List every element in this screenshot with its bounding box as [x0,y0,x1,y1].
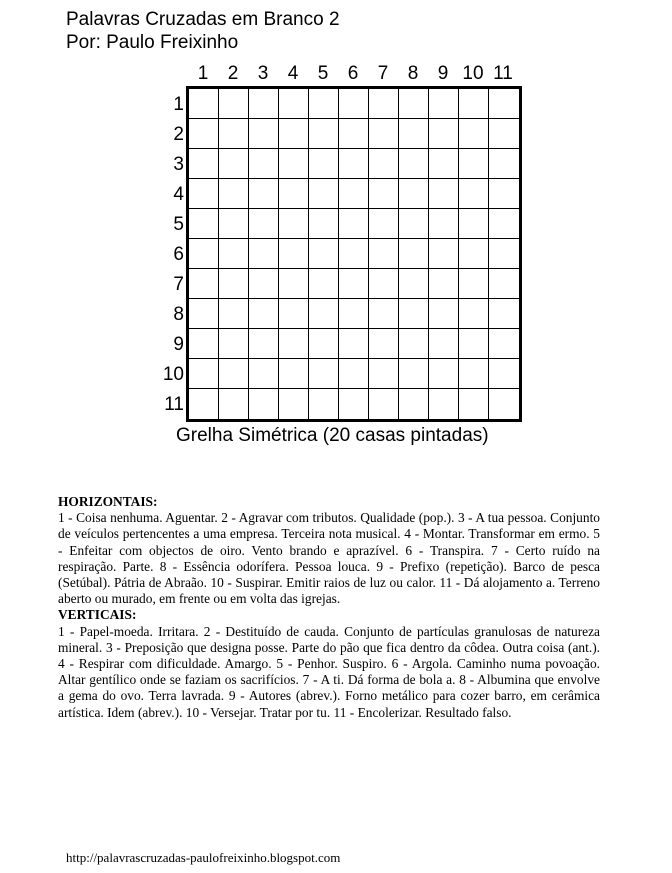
grid-cell[interactable] [189,209,219,239]
grid-cell[interactable] [459,179,489,209]
grid-cell[interactable] [399,179,429,209]
column-label: 3 [257,63,269,84]
grid-cell[interactable] [399,329,429,359]
grid-cell[interactable] [189,89,219,119]
row-label: 1 [173,94,184,115]
grid-cell[interactable] [489,89,519,119]
grid-cell[interactable] [369,329,399,359]
grid-cell[interactable] [339,149,369,179]
grid-cell[interactable] [279,299,309,329]
grid-cell[interactable] [219,119,249,149]
grid-cell[interactable] [339,89,369,119]
grid-cell[interactable] [339,269,369,299]
row-label: 8 [173,304,184,325]
grid-cell[interactable] [459,359,489,389]
grid-cell[interactable] [309,389,339,419]
row-label: 7 [173,274,184,295]
grid-cell[interactable] [309,179,339,209]
grid-cell[interactable] [369,389,399,419]
grid-cell[interactable] [489,209,519,239]
grid-cell[interactable] [369,359,399,389]
grid-cell[interactable] [249,119,279,149]
grid-cell[interactable] [489,299,519,329]
grid-cell[interactable] [399,299,429,329]
grid-cell[interactable] [249,209,279,239]
vertical-heading: VERTICAIS: [58,607,137,623]
grid-cell[interactable] [399,89,429,119]
grid-cell[interactable] [399,209,429,239]
grid-cell[interactable] [429,299,459,329]
grid-cell[interactable] [369,179,399,209]
grid-cell[interactable] [189,149,219,179]
grid-cell[interactable] [189,299,219,329]
grid-cell[interactable] [399,389,429,419]
grid-cell[interactable] [279,89,309,119]
grid-cell[interactable] [339,179,369,209]
grid-cell[interactable] [189,329,219,359]
row-label: 6 [173,244,184,265]
grid-cell[interactable] [459,149,489,179]
grid-cell[interactable] [249,359,279,389]
column-label: 9 [437,63,449,84]
grid-cell[interactable] [219,149,249,179]
grid-cell[interactable] [309,209,339,239]
grid-cell[interactable] [459,269,489,299]
grid-cell[interactable] [429,239,459,269]
grid-cell[interactable] [249,299,279,329]
row-label: 10 [162,364,184,385]
grid-cell[interactable] [309,329,339,359]
grid-cell[interactable] [279,119,309,149]
row-label: 2 [173,124,184,145]
grid-cell[interactable] [279,329,309,359]
grid-cell[interactable] [219,359,249,389]
grid-cell[interactable] [309,239,339,269]
grid-cell[interactable] [399,119,429,149]
grid-cell[interactable] [249,269,279,299]
grid-cell[interactable] [399,239,429,269]
page-header [66,8,340,54]
row-label: 4 [173,184,184,205]
grid-cell[interactable] [249,239,279,269]
grid-cell[interactable] [369,209,399,239]
grid-cell[interactable] [369,89,399,119]
grid-cell[interactable] [429,179,459,209]
grid-cell[interactable] [249,149,279,179]
grid-cell[interactable] [189,179,219,209]
grid-cell[interactable] [309,359,339,389]
grid-cell[interactable] [219,329,249,359]
column-label: 5 [317,63,329,84]
grid-cell[interactable] [459,299,489,329]
grid-cell[interactable] [279,209,309,239]
grid-cell[interactable] [459,389,489,419]
crossword-grid [186,86,522,422]
grid-cell[interactable] [249,389,279,419]
footer-url: http://palavrascruzadas-paulofreixinho.blogspot.com [66,850,341,865]
grid-cell[interactable] [429,89,459,119]
grid-cell[interactable] [489,239,519,269]
grid-cell[interactable] [489,389,519,419]
grid-cell[interactable] [459,239,489,269]
column-labels [187,62,519,86]
grid-cell[interactable] [279,389,309,419]
column-label: 6 [347,63,359,84]
column-label: 2 [227,63,239,84]
grid-cell[interactable] [249,89,279,119]
grid-cell[interactable] [339,329,369,359]
grid-caption: Grelha Simétrica (20 casas pintadas) [176,425,489,446]
grid-cell[interactable] [219,179,249,209]
grid-cell[interactable] [279,149,309,179]
grid-cell[interactable] [339,359,369,389]
grid-cell[interactable] [489,119,519,149]
grid-cell[interactable] [489,149,519,179]
row-label: 5 [173,214,184,235]
grid-cell[interactable] [459,209,489,239]
grid-cell[interactable] [429,389,459,419]
grid-cell[interactable] [429,119,459,149]
grid-cell[interactable] [309,299,339,329]
column-label: 1 [197,63,209,84]
grid-cell[interactable] [339,239,369,269]
vertical-clues: 1 - Papel-moeda. Irritara. 2 - Destituído de cauda. Conjunto de partículas granulosas de natureza mineral. 3 - Preposição que designa posse. Parte do pão que fica dentro da côdea. Outra coisa (ant.). 4 - Respirar com dificuldade. Amargo. 5 - Penhor. Suspiro. 6 - Argola. Caminho numa povoação. Altar gentílico onde se faziam os sacrifícios. 7 - A ti. Dá forma de bola a. 8 - Albumina que envolve a gema do ovo. Terra lavrada. 9 - Autores (abrev.). Forno metálico para cozer barro, em cerâmica artística. Idem (abrev.). 10 - Versejar. Tratar por tu. 11 - Encolerizar. Resultado falso. [58,623,600,720]
column-label: 4 [287,63,299,84]
grid-cell[interactable] [219,209,249,239]
clues-section [58,494,600,721]
grid-cell[interactable] [189,119,219,149]
grid-cell[interactable] [459,119,489,149]
grid-cell[interactable] [399,149,429,179]
row-label: 3 [173,154,184,175]
grid-cell[interactable] [189,359,219,389]
grid-cell[interactable] [429,359,459,389]
author-line: Por: Paulo Freixinho [66,32,239,53]
grid-cell[interactable] [369,239,399,269]
column-label: 10 [462,63,484,84]
grid-cell[interactable] [249,179,279,209]
grid-cell[interactable] [219,299,249,329]
grid-cell[interactable] [489,329,519,359]
grid-cell[interactable] [279,359,309,389]
grid-cell[interactable] [339,389,369,419]
grid-cell[interactable] [189,269,219,299]
puzzle-title: Palavras Cruzadas em Branco 2 [66,9,340,30]
grid-cell[interactable] [369,269,399,299]
grid-cell[interactable] [339,209,369,239]
grid-cell[interactable] [369,119,399,149]
grid-cell[interactable] [309,119,339,149]
row-label: 9 [173,334,184,355]
column-label: 7 [377,63,389,84]
grid-cell[interactable] [279,269,309,299]
grid-cell[interactable] [459,329,489,359]
grid-cell[interactable] [339,119,369,149]
grid-cell[interactable] [309,269,339,299]
horizontal-clues: 1 - Coisa nenhuma. Aguentar. 2 - Agravar com tributos. Qualidade (pop.). 3 - A tua pessoa. Conjunto de veículos pertencentes a uma empresa. Terceira nota musical. 4 - Montar. Transformar em ermo. 5 - Enfeitar com objectos de oiro. Vento brando e aprazível. 6 - Transpira. 7 - Certo ruído na respiração. Parte. 8 - Essência odorífera. Pessoa louca. 9 - Prefixo (repetição). Barco de pesca (Setúbal). Pátria de Abraão. 10 - Suspirar. Emitir raios de luz ou calor. 11 - Dá alojamento a. Terreno aberto ou murado, em frente ou em volta das igrejas. [58,510,600,607]
grid-cell[interactable] [429,149,459,179]
grid-cell[interactable] [279,239,309,269]
grid-cell[interactable] [309,89,339,119]
grid-cell[interactable] [429,269,459,299]
column-label: 8 [407,63,419,84]
grid-cell[interactable] [399,269,429,299]
grid-cell[interactable] [369,299,399,329]
grid-cell[interactable] [249,329,279,359]
grid-cell[interactable] [219,239,249,269]
grid-cell[interactable] [189,389,219,419]
grid-cell[interactable] [429,209,459,239]
grid-cell[interactable] [369,149,399,179]
grid-cell[interactable] [309,149,339,179]
grid-cell[interactable] [219,269,249,299]
grid-cell[interactable] [489,179,519,209]
grid-cell[interactable] [489,269,519,299]
grid-cell[interactable] [219,389,249,419]
column-label: 11 [493,63,513,84]
grid-cell[interactable] [399,359,429,389]
horizontal-heading: HORIZONTAIS: [58,494,158,509]
grid-cell[interactable] [459,89,489,119]
grid-cell[interactable] [279,179,309,209]
grid-cell[interactable] [339,299,369,329]
grid-cell[interactable] [429,329,459,359]
grid-cell[interactable] [189,239,219,269]
grid-cell[interactable] [219,89,249,119]
row-label: 11 [164,394,184,415]
grid-cell[interactable] [489,359,519,389]
